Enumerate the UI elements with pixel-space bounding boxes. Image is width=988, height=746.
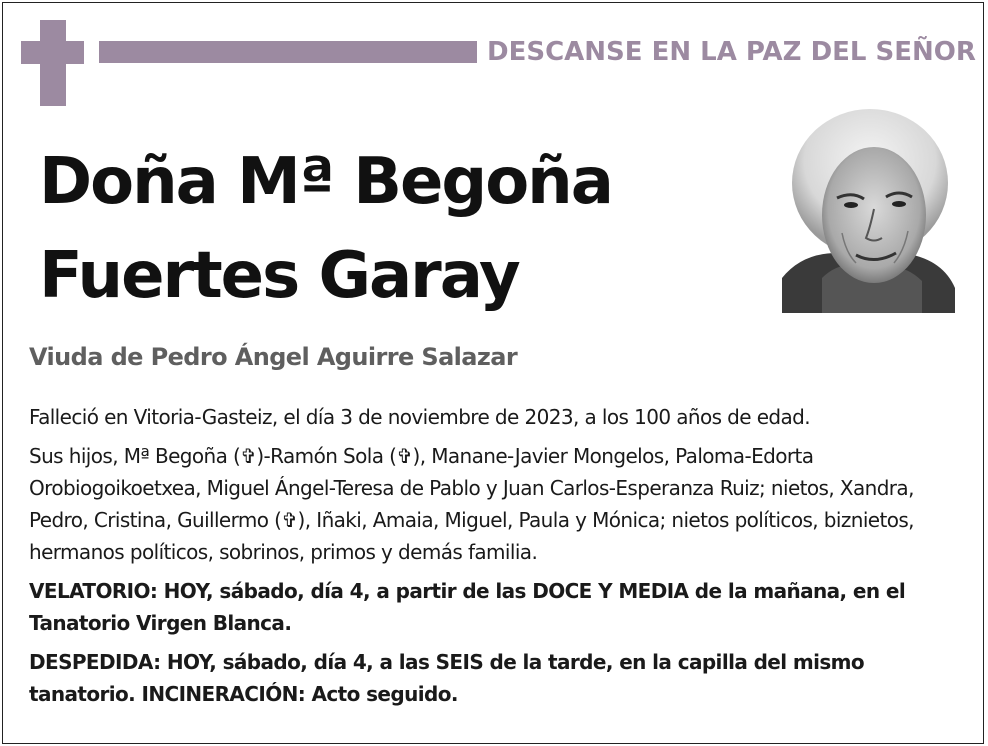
farewell-info: DESPEDIDA: HOY, sábado, día 4, a las SEIS de la tarde, en la capilla del mismo tanatorio. INCINERACIÓN: Acto seguido. <box>29 650 865 706</box>
family-list: Sus hijos, Mª Begoña (✞)-Ramón Sola (✞), Manane-Javier Mongelos, Paloma-Edorta Orobiogoikoetxea, Miguel Ángel-Teresa de Pablo y Juan Carlos-Esperanza Ruiz; nietos, Xandra, Pedro, Cristina, Guillermo (✞), Iñaki, Amaia, Miguel, Paula y Mónica; nietos políticos, biznietos, hermanos políticos, sobrinos, primos y demás familia. <box>29 444 914 564</box>
notice-body <box>29 401 959 717</box>
header-tagline: DESCANSE EN LA PAZ DEL SEÑOR <box>487 37 976 67</box>
widow-subtitle: Viuda de Pedro Ángel Aguirre Salazar <box>29 343 518 371</box>
portrait-image <box>782 103 955 313</box>
portrait-photo <box>782 103 955 313</box>
deceased-name <box>39 135 759 323</box>
deceased-name-line2: Fuertes Garay <box>39 239 519 313</box>
deceased-name-line1: Doña Mª Begoña <box>39 145 612 219</box>
latin-cross-icon-arm <box>21 41 84 64</box>
header-divider-bar <box>99 41 477 63</box>
death-statement: Falleció en Vitoria-Gasteiz, el día 3 de noviembre de 2023, a los 100 años de edad. <box>29 405 811 429</box>
obituary-notice <box>2 2 984 744</box>
wake-info: VELATORIO: HOY, sábado, día 4, a partir de las DOCE Y MEDIA de la mañana, en el Tanatorio Virgen Blanca. <box>29 579 906 635</box>
